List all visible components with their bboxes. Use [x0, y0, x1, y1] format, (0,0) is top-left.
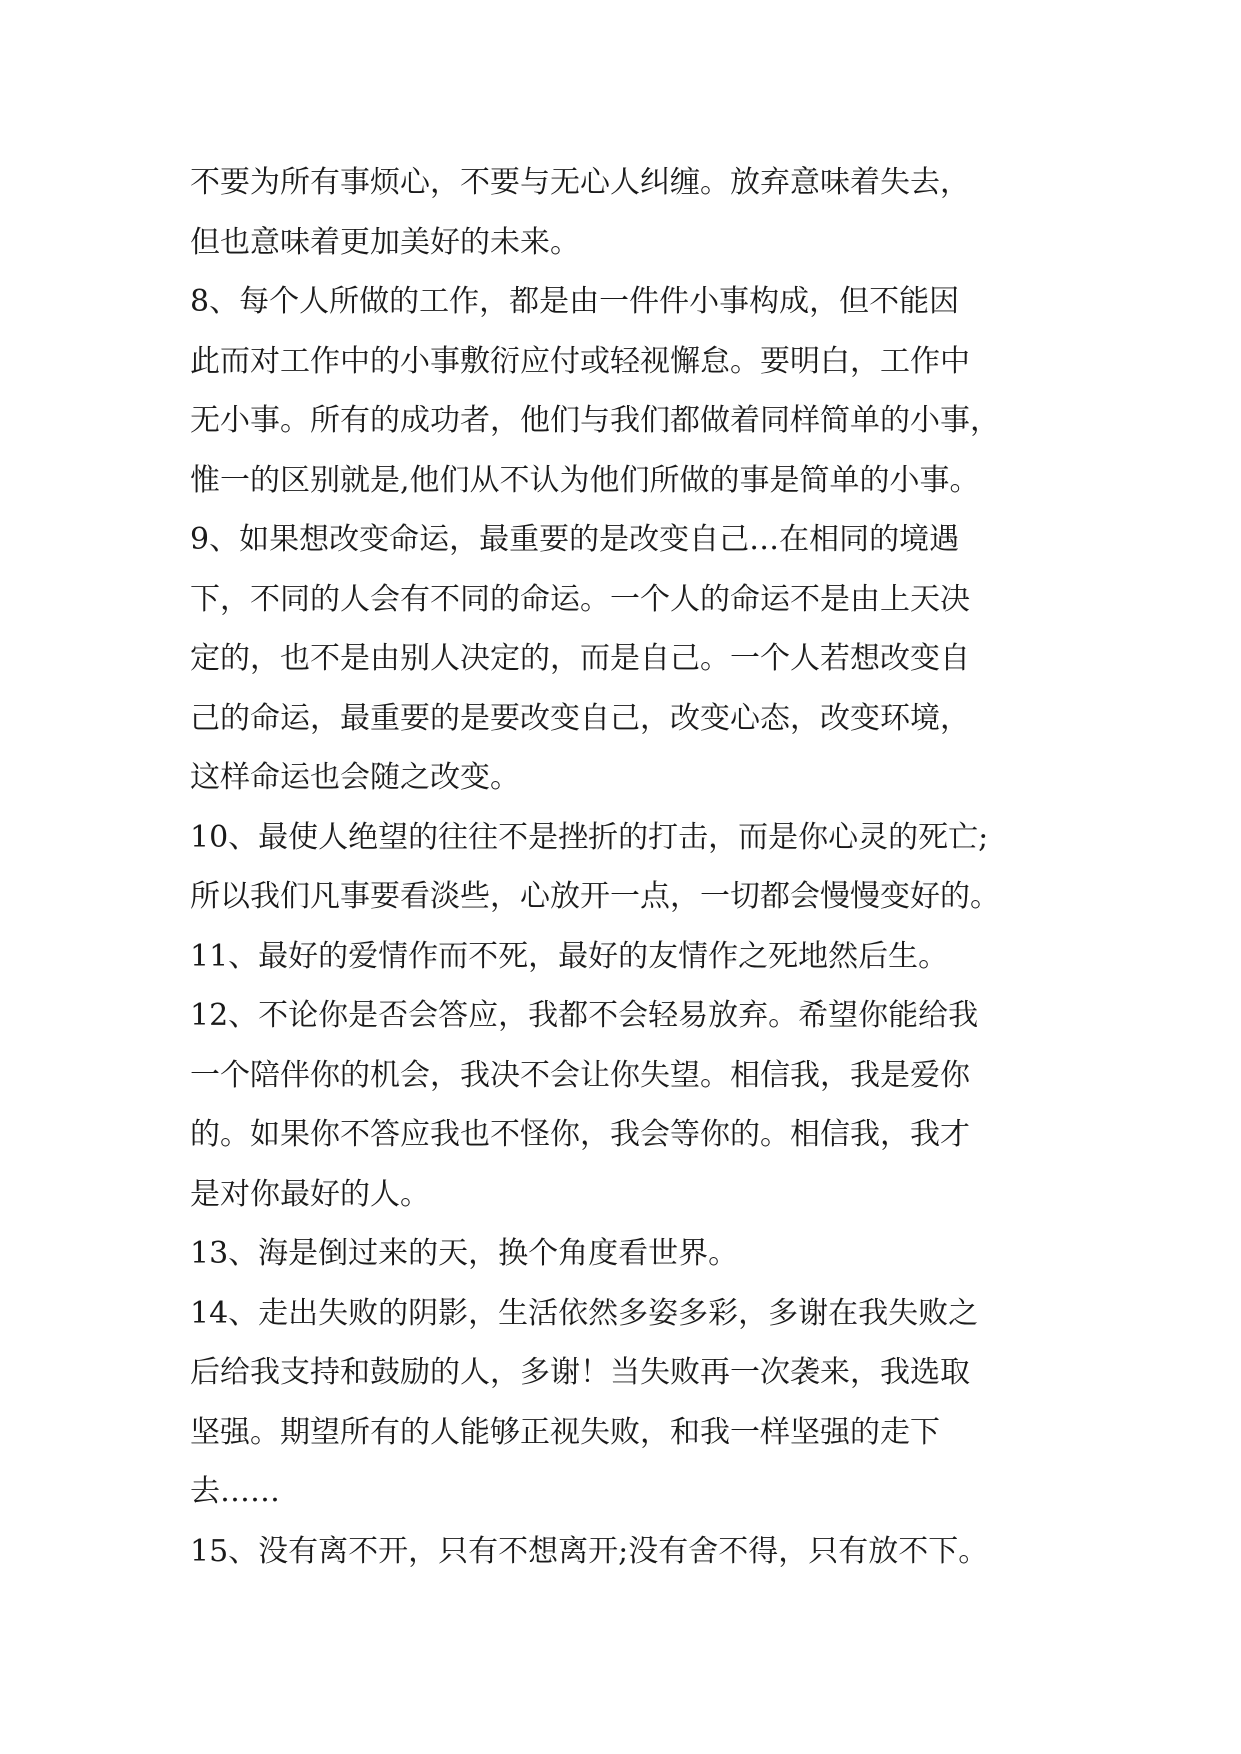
text-line: 的。如果你不答应我也不怪你，我会等你的。相信我，我才 — [190, 1117, 970, 1152]
text-line: 但也意味着更加美好的未来。 — [190, 224, 580, 260]
text-line: 一个陪伴你的机会，我决不会让你失望。相信我，我是爱你 — [190, 1057, 970, 1093]
text-line: 是对你最好的人。 — [190, 1176, 430, 1212]
text-line: 8、每个人所做的工作，都是由一件件小事构成，但不能因 — [190, 284, 960, 319]
text-line: 下，不同的人会有不同的命运。一个人的命运不是由上天决 — [190, 581, 970, 617]
text-line: 11、最好的爱情作而不死，最好的友情作之死地然后生。 — [190, 938, 949, 974]
text-line: 无小事。所有的成功者，他们与我们都做着同样简单的小事， — [190, 403, 1000, 438]
text-line: 15、没有离不开，只有不想离开;没有舍不得，只有放不下。 — [190, 1533, 989, 1569]
text-line: 去…… — [190, 1474, 280, 1509]
text-line: 14、走出失败的阴影，生活依然多姿多彩，多谢在我失败之 — [190, 1295, 979, 1331]
text-line: 9、如果想改变命运，最重要的是改变自己…在相同的境遇 — [190, 522, 960, 557]
text-line: 后给我支持和鼓励的人，多谢！当失败再一次袭来，我选取 — [190, 1355, 970, 1390]
text-line: 所以我们凡事要看淡些，心放开一点，一切都会慢慢变好的。 — [190, 879, 1000, 914]
text-line: 己的命运，最重要的是要改变自己，改变心态，改变环境， — [190, 700, 970, 736]
document-body — [190, 162, 1070, 1590]
text-line: 这样命运也会随之改变。 — [190, 760, 520, 795]
text-line: 此而对工作中的小事敷衍应付或轻视懈怠。要明白，工作中 — [190, 343, 970, 379]
text-line: 定的，也不是由别人决定的，而是自己。一个人若想改变自 — [190, 641, 970, 676]
text-line: 10、最使人绝望的往往不是挫折的打击，而是你心灵的死亡; — [190, 819, 989, 855]
text-line: 坚强。期望所有的人能够正视失败，和我一样坚强的走下 — [190, 1414, 940, 1450]
text-line: 12、不论你是否会答应，我都不会轻易放弃。希望你能给我 — [190, 998, 979, 1033]
text-line: 13、海是倒过来的天，换个角度看世界。 — [190, 1236, 739, 1271]
text-line: 惟一的区别就是,他们从不认为他们所做的事是简单的小事。 — [190, 462, 980, 498]
text-line: 不要为所有事烦心，不要与无心人纠缠。放弃意味着失去， — [190, 165, 970, 200]
